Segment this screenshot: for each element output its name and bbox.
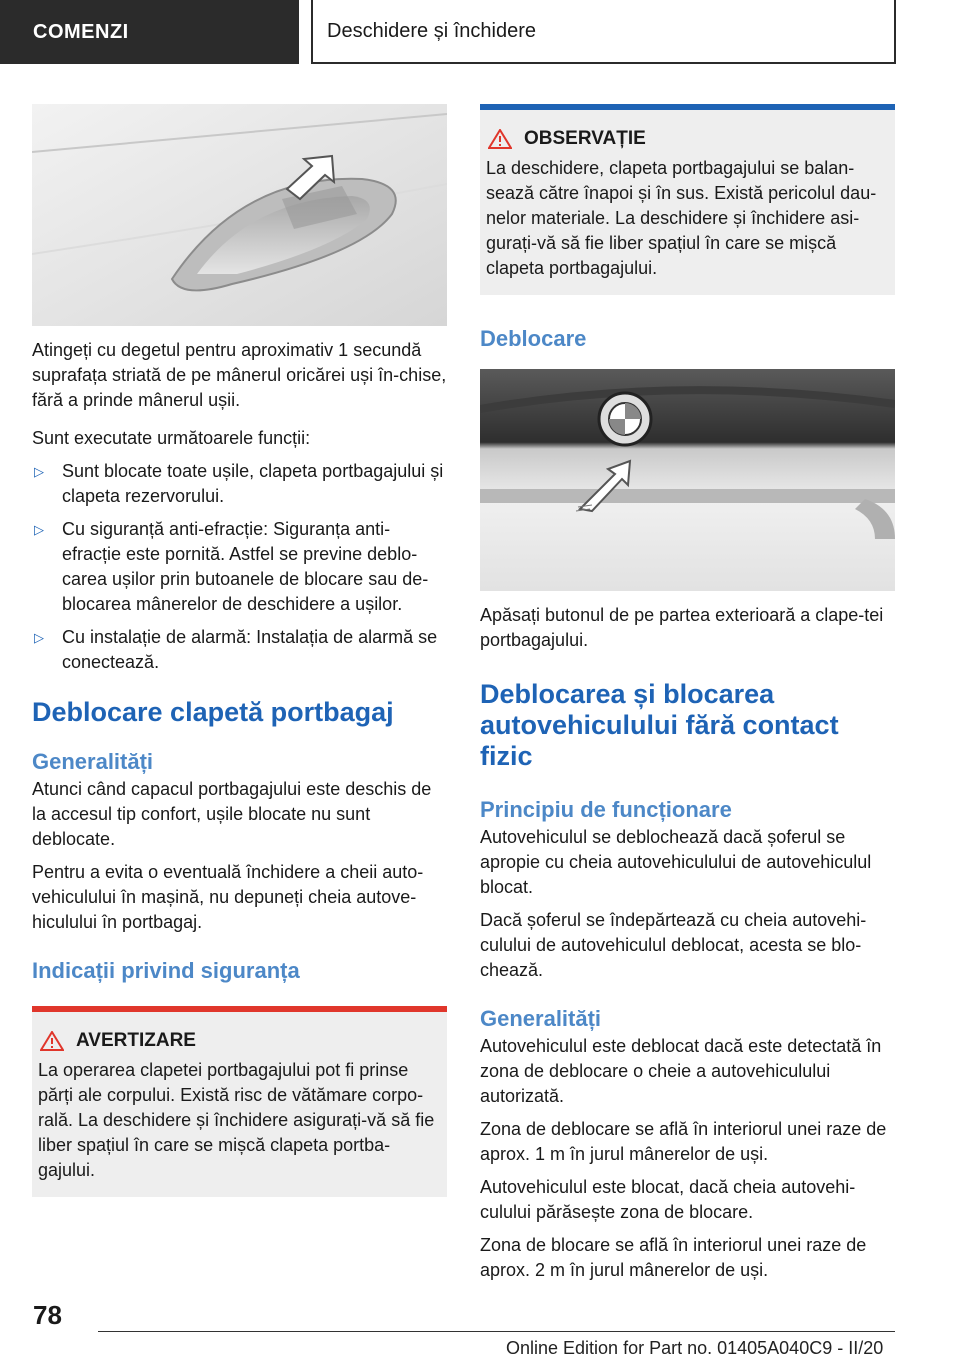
door-handle-photo	[32, 104, 447, 326]
triangle-right-icon: ▷	[34, 522, 44, 537]
edition-footer: Online Edition for Part no. 01405A040C9 - II/20	[506, 1338, 884, 1358]
photo-caption: Atingeți cu degetul pentru aproximativ 1 secundă suprafața striată de pe mânerul oricărei uși în-chise, fără a prinde mânerul ușii.	[32, 340, 447, 410]
page-number: 78	[33, 1300, 62, 1330]
notice-title: OBSERVAȚIE	[524, 128, 646, 149]
general-paragraph: Pentru a evita o eventuală închidere a cheii auto-vehiculului în mașină, nu depuneți cheia autove-hiculului în portbagaj.	[32, 862, 424, 932]
heading-safety: Indicații privind siguranța	[32, 958, 300, 983]
heading-keyless: Deblocarea și blocarea autovehiculului fără contact fizic	[480, 679, 839, 771]
general-paragraph: Autovehiculul este blocat, dacă cheia autovehi-culului părăsește zona de blocare.	[480, 1177, 856, 1222]
heading-tailgate: Deblocare clapetă portbagaj	[32, 697, 394, 727]
chapter-title: Deschidere și închidere	[327, 19, 536, 42]
notice-box	[480, 104, 895, 295]
warning-triangle-icon	[40, 1031, 64, 1051]
section-tab	[0, 0, 299, 64]
left-column	[32, 104, 447, 1197]
warning-triangle-icon	[488, 129, 512, 149]
chapter-tab	[311, 0, 896, 64]
footer-divider	[98, 1331, 895, 1332]
list-item: ▷ Cu instalație de alarmă: Instalația de alarmă se conectează.	[32, 625, 447, 675]
heading-unlock: Deblocare	[480, 326, 587, 351]
warning-title: AVERTIZARE	[76, 1030, 196, 1051]
general-paragraph: Zona de blocare se află în interiorul unei raze de aprox. 2 m în jurul mânerelor de uși.	[480, 1235, 867, 1280]
warning-box	[32, 1006, 447, 1197]
list-item: ▷ Sunt blocate toate ușile, clapeta portbagajului și clapeta rezervorului.	[32, 459, 447, 509]
principle-paragraph: Autovehiculul se deblochează dacă șoferul se apropie cu cheia autovehiculului de autovehiculul blocat.	[480, 827, 872, 897]
general-paragraph: Atunci când capacul portbagajului este deschis de la accesul tip confort, ușile blocate nu sunt deblocate.	[32, 779, 432, 849]
triangle-right-icon: ▷	[34, 630, 44, 645]
heading-general: Generalități	[32, 749, 154, 774]
list-item: ▷ Cu siguranță anti-efracție: Siguranța anti-efracție este pornită. Astfel se previne deblo-carea ușilor prin butoanele de blocare sau de-blocarea mânerelor de deschidere a ușilor.	[32, 517, 447, 617]
principle-paragraph: Dacă șoferul se îndepărtează cu cheia autovehi-culului de autovehiculul deblocat, acesta se blo-chează.	[480, 910, 867, 980]
heading-principle: Principiu de funcționare	[480, 797, 732, 822]
general-paragraph: Zona de deblocare se află în interiorul unei raze de aprox. 1 m în jurul mânerelor de uși.	[480, 1119, 887, 1164]
triangle-right-icon: ▷	[34, 464, 44, 479]
right-column	[480, 104, 895, 1291]
heading-general: Generalități	[480, 1006, 602, 1031]
functions-intro: Sunt executate următoarele funcții:	[32, 428, 311, 448]
warning-text: La operarea clapetei portbagajului pot fi prinse părți ale corpului. Există risc de vătămare corpo-rală. La deschidere și închidere asigurați-vă să fie liber spațiul în care se mișcă clapeta portba-gajului.	[38, 1060, 435, 1180]
notice-text: La deschidere, clapeta portbagajului se balan-sează către înapoi și în sus. Există pericolul dau-nelor materiale. La deschidere și închidere asi-gurați-vă să fie liber spațiul în care se mișcă clapeta portbagajului.	[486, 158, 877, 278]
unlock-caption: Apăsați butonul de pe partea exterioară a clape-tei portbagajului.	[480, 605, 884, 650]
general-paragraph: Autovehiculul este deblocat dacă este detectată în zona de deblocare o cheie a autovehiculului autorizată.	[480, 1036, 882, 1106]
tailgate-button-photo	[480, 369, 895, 591]
section-title: COMENZI	[33, 20, 129, 43]
